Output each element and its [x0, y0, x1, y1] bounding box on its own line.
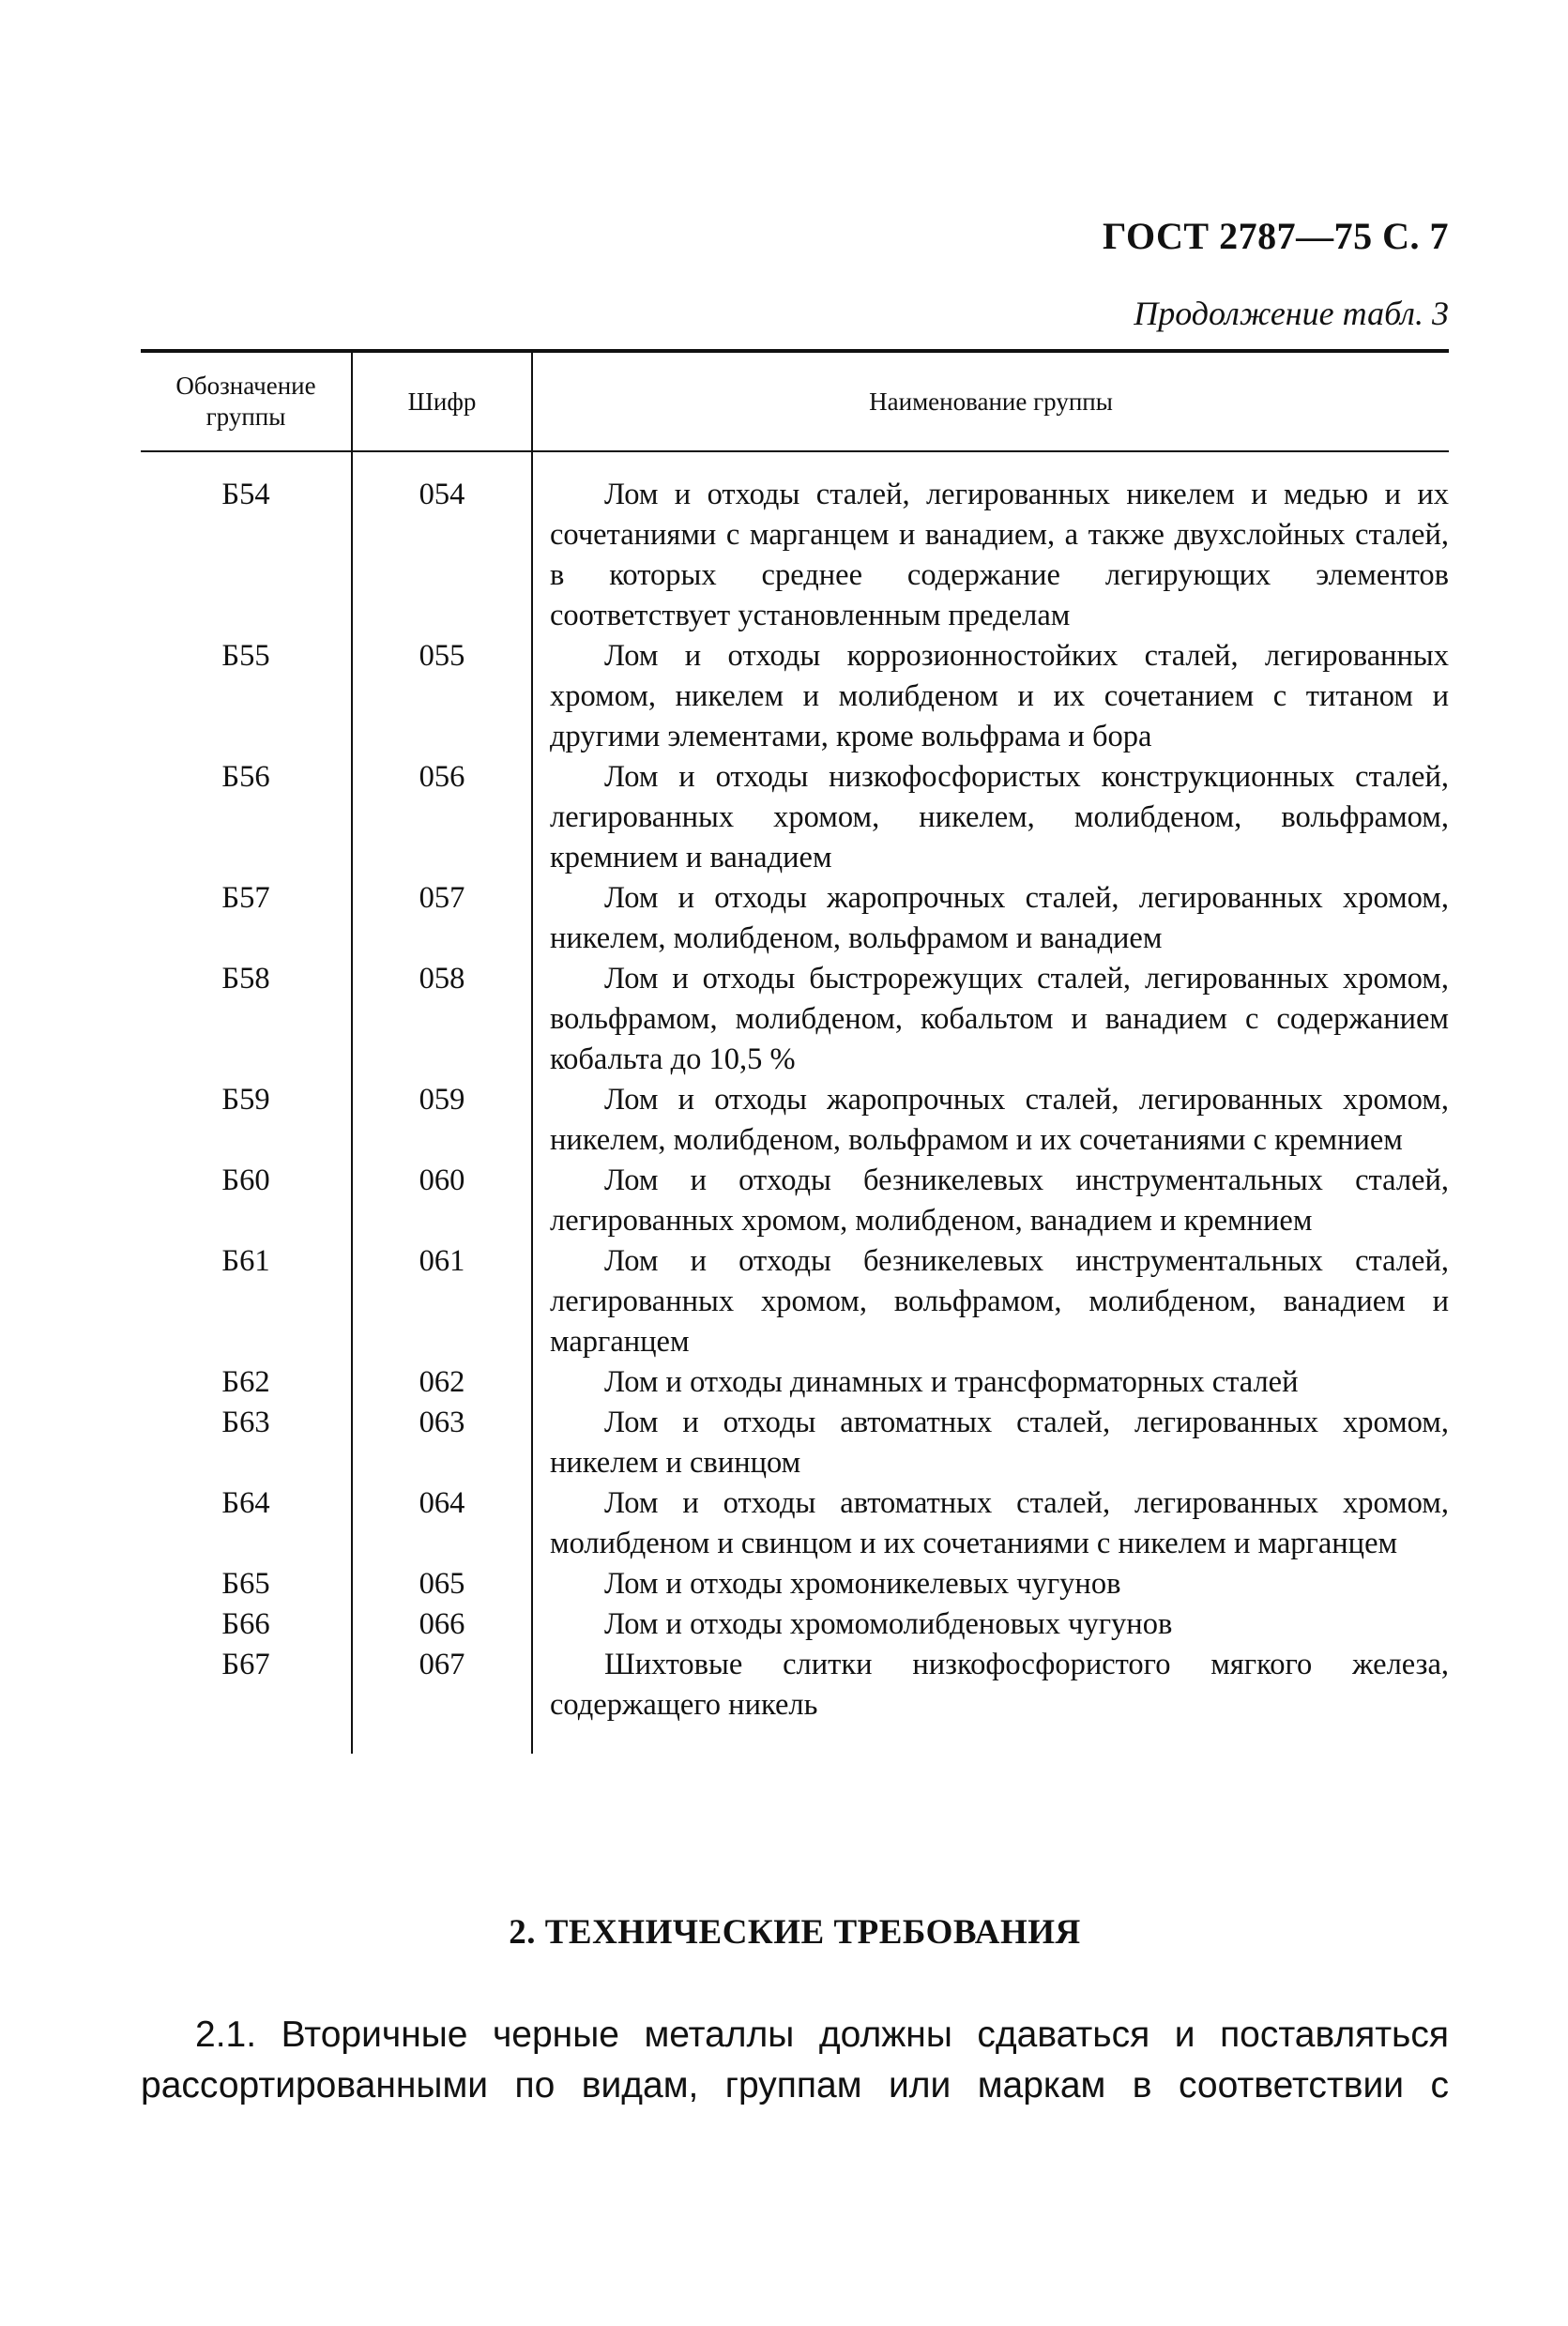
page-header: ГОСТ 2787—75 С. 7 [1102, 215, 1449, 257]
table-row [141, 1080, 1449, 1161]
table-row [141, 1362, 1449, 1403]
section-paragraph: 2.1. Вторичные черные металлы должны сдаваться и поставляться рассортированными по видам, группам или маркам в соответствии с [141, 2014, 1449, 2106]
table-header-row [141, 351, 1449, 451]
group-name-text: Лом и отходы быстрорежущих сталей, легированных хромом, вольфрамом, молибденом, кобальтом и ванадием с содержанием кобальта до 10,5 % [550, 962, 1449, 1076]
group-code-cell: Б64 [221, 1486, 270, 1520]
group-code-cell: Б62 [221, 1365, 270, 1399]
column-header-group-name: Наименование группы [532, 351, 1449, 451]
cipher-cell: 061 [352, 1241, 532, 1362]
group-name-text: Лом и отходы автоматных сталей, легированных хромом, никелем и свинцом [550, 1406, 1449, 1480]
table-spacer-row [141, 451, 1449, 475]
table-row [141, 1161, 1449, 1241]
cipher-cell: 057 [352, 878, 532, 959]
group-name-cell [532, 1161, 1449, 1241]
group-name-cell [532, 1564, 1449, 1604]
column-header-group-code: Обозначение группы [141, 351, 352, 451]
group-name-text: Лом и отходы жаропрочных сталей, легированных хромом, никелем, молибденом, вольфрамом и ванадием [550, 881, 1449, 955]
group-name-text: Шихтовые слитки низкофосфористого мягкого железа, содержащего никель [550, 1648, 1449, 1722]
cipher-cell: 066 [352, 1604, 532, 1645]
group-code-cell: Б63 [221, 1406, 270, 1439]
group-code-cell: Б59 [221, 1083, 270, 1117]
group-code-cell: Б60 [221, 1163, 270, 1197]
group-name-cell [532, 1080, 1449, 1161]
table-row [141, 1403, 1449, 1483]
table-row [141, 1604, 1449, 1645]
cipher-cell: 059 [352, 1080, 532, 1161]
section-title: 2. ТЕХНИЧЕСКИЕ ТРЕБОВАНИЯ [509, 1913, 1081, 1952]
groups-table [141, 349, 1449, 1754]
group-name-cell [532, 1241, 1449, 1362]
group-code-cell: Б66 [221, 1607, 270, 1641]
group-name-cell [532, 878, 1449, 959]
groups-table-container [141, 349, 1449, 1754]
group-name-text: Лом и отходы хромоникелевых чугунов [604, 1567, 1121, 1601]
group-code-cell: Б56 [221, 760, 270, 794]
cipher-cell: 060 [352, 1161, 532, 1241]
table-row [141, 959, 1449, 1080]
group-code-cell: Б54 [221, 478, 270, 511]
group-name-cell [532, 1403, 1449, 1483]
group-name-cell [532, 1645, 1449, 1725]
table-row [141, 1645, 1449, 1725]
group-name-text: Лом и отходы жаропрочных сталей, легированных хромом, никелем, молибденом, вольфрамом и их сочетаниями с кремнием [550, 1083, 1449, 1157]
column-header-cipher: Шифр [352, 351, 532, 451]
group-code-cell: Б65 [221, 1567, 270, 1601]
table-row [141, 878, 1449, 959]
group-name-text: Лом и отходы низкофосфористых конструкционных сталей, легированных хромом, никелем, молибденом, вольфрамом, кремнием и ванадием [550, 760, 1449, 874]
group-code-cell: Б58 [221, 962, 270, 996]
group-name-cell [532, 1604, 1449, 1645]
cipher-cell: 067 [352, 1645, 532, 1725]
group-code-cell: Б57 [221, 881, 270, 915]
group-name-cell [532, 475, 1449, 636]
cipher-cell: 055 [352, 636, 532, 757]
group-code-cell: Б61 [221, 1244, 270, 1278]
cipher-cell: 065 [352, 1564, 532, 1604]
table-tail-row [141, 1725, 1449, 1754]
cipher-cell: 064 [352, 1483, 532, 1564]
cipher-cell: 062 [352, 1362, 532, 1403]
group-code-cell: Б55 [221, 639, 270, 673]
group-code-cell: Б67 [221, 1648, 270, 1681]
table-row [141, 757, 1449, 878]
group-name-text: Лом и отходы безникелевых инструментальных сталей, легированных хромом, вольфрамом, молибденом, ванадием и марганцем [550, 1244, 1449, 1359]
table-continuation-label: Продолжение табл. 3 [1134, 295, 1449, 332]
group-name-text: Лом и отходы сталей, легированных никелем и медью и их сочетаниями с марганцем и ванадием, а также двухслойных сталей, в которых среднее содержание легирующих элементов соответствует установленным пределам [550, 478, 1449, 632]
group-name-cell [532, 1483, 1449, 1564]
group-name-text: Лом и отходы коррозионностойких сталей, легированных хромом, никелем и молибденом и их сочетанием с титаном и другими элементами, кроме вольфрама и бора [550, 639, 1449, 753]
cipher-cell: 058 [352, 959, 532, 1080]
table-body [141, 451, 1449, 1754]
group-name-text: Лом и отходы динамных и трансформаторных сталей [604, 1365, 1299, 1399]
table-row [141, 1564, 1449, 1604]
group-name-text: Лом и отходы хромомолибденовых чугунов [604, 1607, 1173, 1641]
table-row [141, 1241, 1449, 1362]
group-name-cell [532, 757, 1449, 878]
group-name-text: Лом и отходы безникелевых инструментальных сталей, легированных хромом, молибденом, ванадием и кремнием [550, 1163, 1449, 1238]
cipher-cell: 054 [352, 475, 532, 636]
table-row [141, 1483, 1449, 1564]
group-name-cell [532, 1362, 1449, 1403]
group-name-cell [532, 636, 1449, 757]
table-row [141, 475, 1449, 636]
group-name-cell [532, 959, 1449, 1080]
table-row [141, 636, 1449, 757]
cipher-cell: 063 [352, 1403, 532, 1483]
cipher-cell: 056 [352, 757, 532, 878]
group-name-text: Лом и отходы автоматных сталей, легированных хромом, молибденом и свинцом и их сочетаниями с никелем и марганцем [550, 1486, 1449, 1560]
